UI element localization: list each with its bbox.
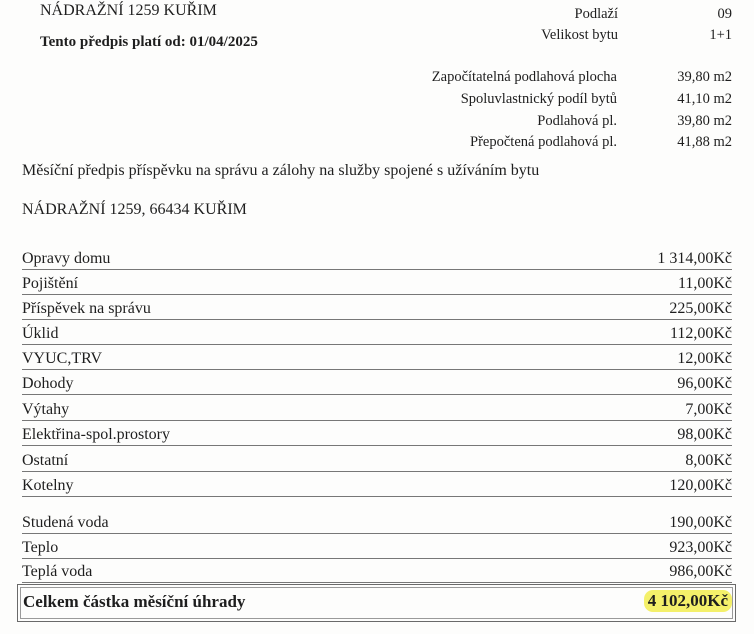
item-value: 112,00Kč [669,325,732,342]
service-label: Studená voda [22,514,109,531]
item-label: Opravy domu [22,250,111,267]
item-label: Výtahy [22,401,70,418]
service-value: 923,00Kč [669,539,732,556]
validity-line [40,34,258,51]
floor-label: Podlaží [574,6,618,22]
validity-date: 01/04/2025 [189,34,258,50]
total-box [17,584,736,622]
size-value: 1+1 [709,27,732,43]
item-value: 7,00Kč [685,401,732,418]
address-short: NÁDRAŽNÍ 1259 KUŘIM [40,2,217,19]
item-row [22,344,732,370]
item-label: Kotelny [22,477,74,494]
item-value: 225,00Kč [669,300,732,317]
area-label-counted: Započítatelná podlahová plocha [431,69,617,85]
item-row [22,269,732,295]
item-row [22,446,732,472]
item-label: Pojištění [22,275,79,292]
area-value-counted: 39,80 m2 [677,69,732,85]
item-label: Úklid [22,325,59,342]
item-value: 12,00Kč [677,350,732,367]
item-label: Ostatní [22,452,69,469]
item-row [22,420,732,446]
address-full: NÁDRAŽNÍ 1259, 66434 KUŘIM [22,201,247,218]
item-row [22,395,732,421]
area-label-share: Spoluvlastnický podíl bytů [460,91,617,107]
floor-value: 09 [717,6,732,22]
item-row [22,244,732,270]
service-label: Teplá voda [22,563,93,580]
total-label: Celkem částka měsíční úhrady [23,592,246,611]
item-row [22,471,732,497]
item-row [22,319,732,345]
item-label: VYUC,TRV [22,350,103,367]
document-heading: Měsíční předpis příspěvku na správu a zálohy na služby spojené s užíváním bytu [22,162,540,179]
service-row [22,508,732,534]
service-row [22,533,732,559]
item-value: 11,00Kč [677,275,732,292]
item-value: 98,00Kč [677,426,732,443]
item-value: 120,00Kč [669,477,732,494]
area-label-recalculated: Přepočtená podlahová pl. [470,134,617,150]
service-label: Teplo [22,539,59,556]
service-value: 190,00Kč [669,514,732,531]
validity-label: Tento předpis platí od: [40,34,186,50]
item-value: 1 314,00Kč [657,250,732,267]
area-value-recalculated: 41,88 m2 [677,134,732,150]
total-value: 4 102,00Kč [644,590,732,612]
area-value-floor: 39,80 m2 [677,113,732,129]
size-label: Velikost bytu [541,27,618,43]
item-value: 8,00Kč [685,452,732,469]
area-label-floor: Podlahová pl. [537,113,617,129]
item-row [22,294,732,320]
area-value-share: 41,10 m2 [677,91,732,107]
item-label: Elektřina-spol.prostory [22,426,170,443]
item-value: 96,00Kč [677,375,732,392]
item-label: Dohody [22,375,74,392]
service-value: 986,00Kč [669,563,732,580]
item-label: Příspěvek na správu [22,300,151,317]
service-row [22,557,732,583]
item-row [22,369,732,395]
